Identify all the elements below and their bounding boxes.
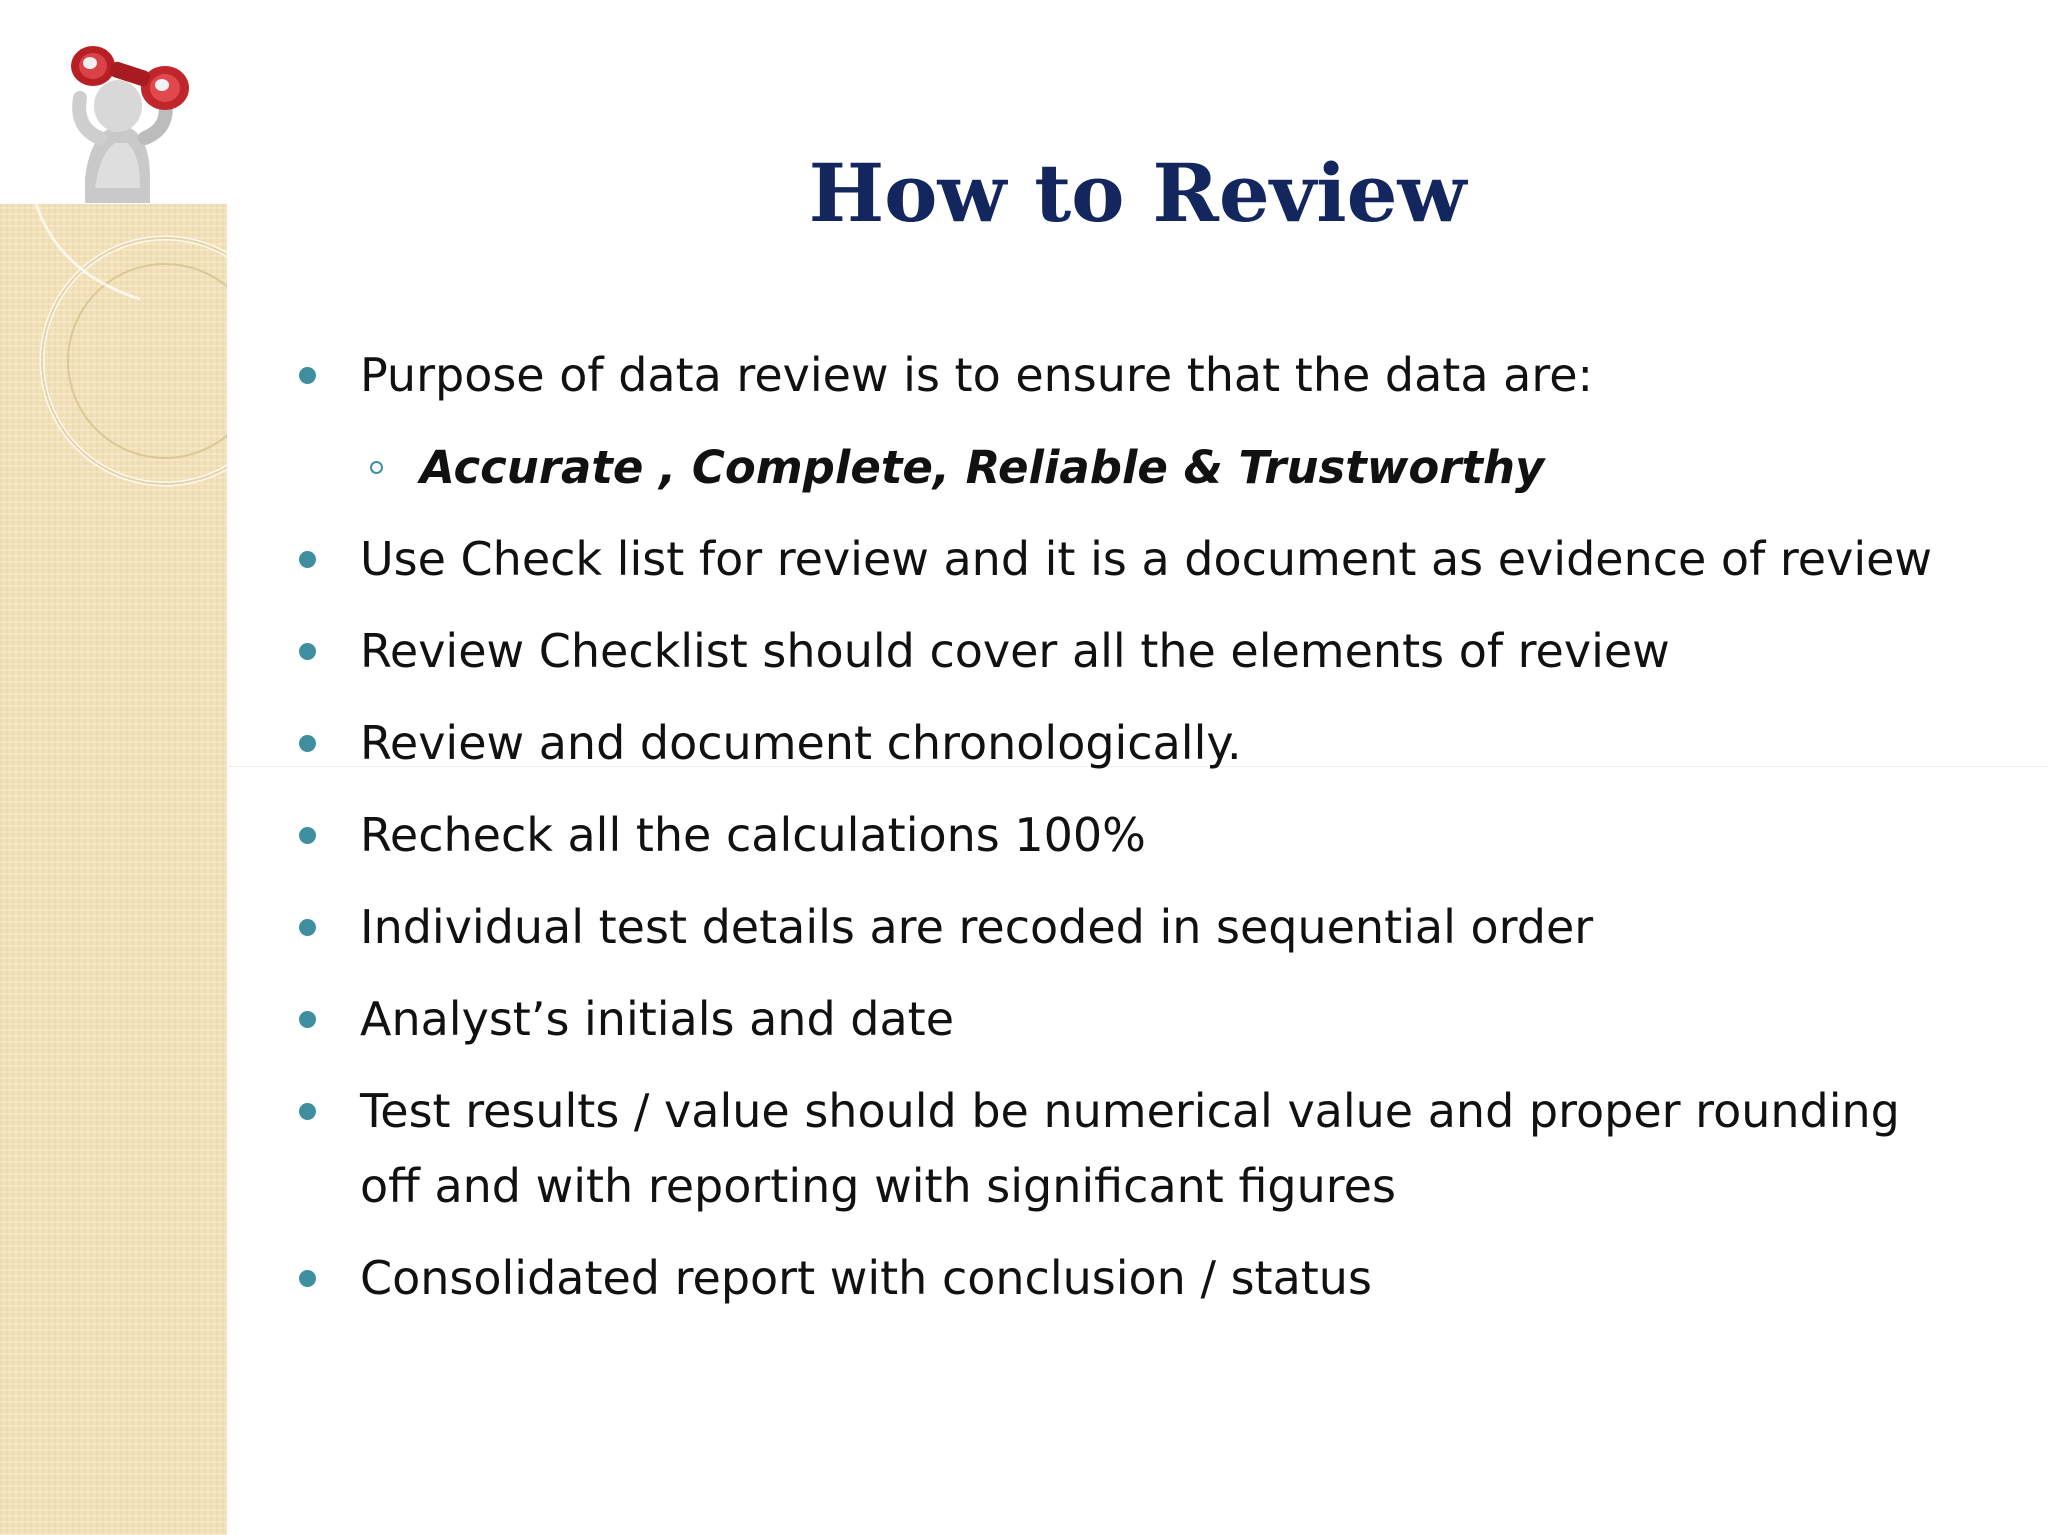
bullet-item (290, 706, 1970, 781)
decorative-side-strip (0, 204, 227, 1535)
bullet-text: Consolidated report with conclusion / status (360, 1251, 1372, 1305)
bullet-text: Use Check list for review and it is a document as evidence of review (360, 532, 1933, 586)
person-with-binoculars-icon (55, 28, 205, 208)
bullet-item (290, 798, 1970, 873)
sub-bullet-item (290, 430, 1970, 505)
bullet-item (290, 982, 1970, 1057)
bullet-list (290, 338, 1970, 1333)
bullet-dot-icon (299, 735, 316, 752)
bullet-dot-icon (299, 1103, 316, 1120)
bullet-dot-icon (299, 367, 316, 384)
bullet-item (290, 1241, 1970, 1316)
bullet-dot-icon (299, 643, 316, 660)
sub-bullet-text: Accurate , Complete, Reliable & Trustworthy (420, 441, 1545, 494)
bullet-item (290, 614, 1970, 689)
bullet-text: Test results / value should be numerical value and proper rounding off and with reporting with significant figures (360, 1084, 1900, 1213)
bullet-dot-icon (299, 551, 316, 568)
bullet-item (290, 338, 1970, 413)
bullet-text: Review and document chronologically. (360, 716, 1242, 770)
decorative-circles (0, 204, 227, 704)
bullet-text: Individual test details are recoded in sequential order (360, 900, 1594, 954)
bullet-dot-icon (299, 1011, 316, 1028)
bullet-item (290, 522, 1970, 597)
bullet-dot-icon (299, 827, 316, 844)
bullet-dot-icon (299, 1270, 316, 1287)
bullet-item (290, 890, 1970, 965)
bullet-dot-icon (299, 919, 316, 936)
slide-title: How to Review (808, 146, 1467, 240)
sub-bullet-ring-icon (370, 461, 383, 474)
bullet-text: Analyst’s initials and date (360, 992, 955, 1046)
bullet-text: Review Checklist should cover all the elements of review (360, 624, 1670, 678)
bullet-text: Purpose of data review is to ensure that the data are: (360, 348, 1594, 402)
bullet-text: Recheck all the calculations 100% (360, 808, 1146, 862)
bullet-item (290, 1074, 1970, 1224)
